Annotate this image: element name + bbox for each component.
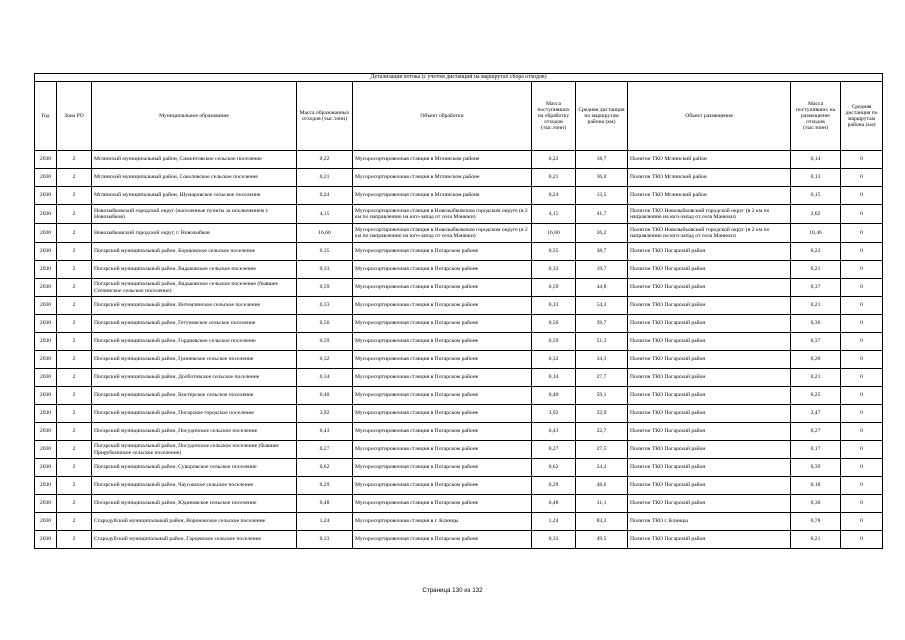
cell-year: 2030 — [35, 495, 57, 513]
cell-processing-object: Мусоросортировочная станция в Погарском районе — [353, 441, 532, 459]
cell-waste-mass: 0,33 — [297, 531, 353, 549]
cell-zone: 2 — [57, 151, 92, 169]
cell-municipality: Погарский муниципальный район, Гриневское сельское поселение — [92, 351, 297, 369]
header-disposal-distance: Средняя дистанция по маршрутам района (км) — [841, 82, 883, 151]
cell-waste-mass: 0,24 — [297, 187, 353, 205]
header-zone: Зона РО — [57, 82, 92, 151]
cell-disposal-object: Полигон ТКО Мглинский район — [628, 151, 791, 169]
cell-processing-mass: 3,92 — [532, 405, 576, 423]
cell-municipality: Мглинский муниципальный район, Шумаровское сельское поселение — [92, 187, 297, 205]
cell-disposal-object: Полигон ТКО г. Клинцы — [628, 513, 791, 531]
cell-processing-object: Мусоросортировочная станция в Погарском районе — [353, 387, 532, 405]
header-year: Год — [35, 82, 57, 151]
cell-waste-mass: 0,40 — [297, 387, 353, 405]
cell-disposal-object: Полигон ТКО Погарский район — [628, 477, 791, 495]
cell-disposal-distance: 0 — [841, 369, 883, 387]
cell-waste-mass: 0,56 — [297, 315, 353, 333]
cell-processing-mass: 0,43 — [532, 423, 576, 441]
cell-processing-object: Мусоросортировочная станция в Новозыбковском городском округе (в 2 км по направлению на юго-запад от села Манюки) — [353, 205, 532, 224]
cell-year: 2030 — [35, 513, 57, 531]
cell-zone: 2 — [57, 261, 92, 279]
cell-processing-distance: 19,7 — [576, 261, 628, 279]
table-row — [35, 405, 883, 423]
cell-processing-mass: 0,32 — [532, 351, 576, 369]
cell-processing-mass: 0,21 — [532, 169, 576, 187]
cell-disposal-distance: 0 — [841, 351, 883, 369]
cell-disposal-mass: 0,21 — [791, 297, 841, 315]
cell-disposal-mass: 0,78 — [791, 513, 841, 531]
cell-processing-mass: 0,27 — [532, 441, 576, 459]
header-processing-distance: Средняя дистанция по маршрутам района (км) — [576, 82, 628, 151]
cell-municipality: Мглинский муниципальный район, Соколовское сельское поселение — [92, 169, 297, 187]
cell-municipality: Стародубский муниципальный район, Воронокское сельское поселение — [92, 513, 297, 531]
cell-waste-mass: 0,33 — [297, 297, 353, 315]
cell-municipality: Погарский муниципальный район, Гетуновское сельское поселение — [92, 315, 297, 333]
cell-year: 2030 — [35, 297, 57, 315]
table-row — [35, 224, 883, 243]
cell-zone: 2 — [57, 369, 92, 387]
cell-disposal-object: Полигон ТКО Погарский район — [628, 405, 791, 423]
cell-disposal-object: Полигон ТКО Погарский район — [628, 333, 791, 351]
cell-disposal-object: Полигон ТКО Погарский район — [628, 423, 791, 441]
cell-waste-mass: 0,48 — [297, 495, 353, 513]
cell-processing-object: Мусоросортировочная станция в Погарском районе — [353, 369, 532, 387]
cell-zone: 2 — [57, 423, 92, 441]
cell-municipality: Погарский муниципальный район, Долботовское сельское поселение — [92, 369, 297, 387]
cell-disposal-object: Полигон ТКО Погарский район — [628, 243, 791, 261]
cell-processing-distance: 38,7 — [576, 243, 628, 261]
cell-municipality: Погарский муниципальный район, Посудичское сельское поселение (бывшее Прирубкинское сельское поселение) — [92, 441, 297, 459]
cell-disposal-mass: 0,37 — [791, 279, 841, 297]
cell-zone: 2 — [57, 315, 92, 333]
cell-disposal-object: Полигон ТКО Погарский район — [628, 261, 791, 279]
cell-zone: 2 — [57, 531, 92, 549]
cell-disposal-distance: 0 — [841, 169, 883, 187]
cell-waste-mass: 0,21 — [297, 169, 353, 187]
cell-processing-object: Мусоросортировочная станция в Погарском районе — [353, 495, 532, 513]
cell-waste-mass: 16,60 — [297, 224, 353, 243]
cell-processing-distance: 27,7 — [576, 369, 628, 387]
cell-processing-mass: 0,33 — [532, 261, 576, 279]
cell-processing-mass: 0,48 — [532, 495, 576, 513]
cell-year: 2030 — [35, 243, 57, 261]
cell-disposal-object: Полигон ТКО Погарский район — [628, 441, 791, 459]
cell-zone: 2 — [57, 477, 92, 495]
flow-detail-table — [34, 73, 883, 549]
table-row — [35, 297, 883, 315]
cell-processing-object: Мусоросортировочная станция в Погарском районе — [353, 423, 532, 441]
cell-disposal-mass: 2,62 — [791, 205, 841, 224]
table-body — [35, 151, 883, 549]
cell-processing-object: Мусоросортировочная станция в Погарском районе — [353, 243, 532, 261]
cell-processing-mass: 0,59 — [532, 333, 576, 351]
cell-zone: 2 — [57, 243, 92, 261]
cell-waste-mass: 0,27 — [297, 441, 353, 459]
cell-municipality: Погарский муниципальный район, Чаусовское сельское поселение — [92, 477, 297, 495]
cell-year: 2030 — [35, 187, 57, 205]
cell-disposal-distance: 0 — [841, 315, 883, 333]
cell-disposal-mass: 0,21 — [791, 531, 841, 549]
cell-processing-mass: 0,22 — [532, 151, 576, 169]
header-waste-mass: Масса образованных отходов (тыс.тонн) — [297, 82, 353, 151]
cell-processing-object: Мусоросортировочная станция в Погарском районе — [353, 351, 532, 369]
cell-processing-object: Мусоросортировочная станция в Мглинском районе — [353, 187, 532, 205]
cell-disposal-distance: 0 — [841, 477, 883, 495]
cell-zone: 2 — [57, 333, 92, 351]
table-row — [35, 333, 883, 351]
cell-disposal-mass: 0,14 — [791, 151, 841, 169]
cell-disposal-mass: 0,20 — [791, 351, 841, 369]
cell-disposal-mass: 0,17 — [791, 441, 841, 459]
cell-waste-mass: 3,92 — [297, 405, 353, 423]
cell-processing-mass: 0,35 — [532, 243, 576, 261]
cell-disposal-object: Полигон ТКО Погарский район — [628, 369, 791, 387]
cell-disposal-mass: 10,46 — [791, 224, 841, 243]
cell-disposal-object: Полигон ТКО Погарский район — [628, 279, 791, 297]
cell-processing-mass: 0,29 — [532, 477, 576, 495]
cell-processing-distance: 48,6 — [576, 477, 628, 495]
cell-waste-mass: 0,33 — [297, 261, 353, 279]
cell-disposal-distance: 0 — [841, 187, 883, 205]
cell-year: 2030 — [35, 315, 57, 333]
cell-year: 2030 — [35, 224, 57, 243]
header-row — [35, 82, 883, 151]
cell-processing-distance: 13,5 — [576, 187, 628, 205]
header-disposal-mass: Масса поступивших на размещение отходов (тыс.тонн) — [791, 82, 841, 151]
cell-year: 2030 — [35, 279, 57, 297]
cell-disposal-mass: 0,27 — [791, 423, 841, 441]
cell-processing-object: Мусоросортировочная станция в Погарском районе — [353, 261, 532, 279]
cell-processing-distance: 32,9 — [576, 405, 628, 423]
cell-year: 2030 — [35, 169, 57, 187]
table-row — [35, 459, 883, 477]
cell-zone: 2 — [57, 224, 92, 243]
cell-municipality: Новозыбковский городской округ, г. Новозыбков — [92, 224, 297, 243]
table-row — [35, 495, 883, 513]
table-row — [35, 279, 883, 297]
cell-disposal-distance: 0 — [841, 297, 883, 315]
cell-processing-object: Мусоросортировочная станция в г. Клинцы — [353, 513, 532, 531]
cell-disposal-object: Полигон ТКО Погарский район — [628, 459, 791, 477]
cell-disposal-distance: 0 — [841, 333, 883, 351]
cell-disposal-distance: 0 — [841, 224, 883, 243]
cell-disposal-mass: 0,25 — [791, 387, 841, 405]
cell-disposal-distance: 0 — [841, 387, 883, 405]
table-row — [35, 387, 883, 405]
table-row — [35, 369, 883, 387]
cell-processing-distance: 83,3 — [576, 513, 628, 531]
cell-processing-distance: 34,3 — [576, 351, 628, 369]
cell-year: 2030 — [35, 477, 57, 495]
table-caption: Детализация потока (с учетом дистанций на маршрутах сбора отходов) — [35, 74, 883, 82]
cell-processing-mass: 0,56 — [532, 315, 576, 333]
cell-processing-mass: 0,34 — [532, 369, 576, 387]
cell-waste-mass: 0,34 — [297, 369, 353, 387]
cell-processing-distance: 41,7 — [576, 205, 628, 224]
header-processing-mass: Масса поступивших на обработку отходов (тыс.тонн) — [532, 82, 576, 151]
cell-waste-mass: 0,59 — [297, 333, 353, 351]
cell-waste-mass: 0,22 — [297, 151, 353, 169]
cell-processing-object: Мусоросортировочная станция в Погарском районе — [353, 459, 532, 477]
cell-processing-distance: 54,3 — [576, 297, 628, 315]
cell-processing-distance: 27,5 — [576, 441, 628, 459]
table-row — [35, 351, 883, 369]
cell-municipality: Стародубский муниципальный район, Гарцевское сельское поселение — [92, 531, 297, 549]
cell-year: 2030 — [35, 387, 57, 405]
cell-disposal-distance: 0 — [841, 261, 883, 279]
cell-disposal-object: Полигон ТКО Погарский район — [628, 297, 791, 315]
cell-year: 2030 — [35, 531, 57, 549]
cell-zone: 2 — [57, 405, 92, 423]
cell-municipality: Мглинский муниципальный район, Симонтовское сельское поселение — [92, 151, 297, 169]
cell-year: 2030 — [35, 405, 57, 423]
cell-zone: 2 — [57, 495, 92, 513]
cell-year: 2030 — [35, 423, 57, 441]
cell-processing-mass: 0,33 — [532, 531, 576, 549]
cell-municipality: Погарский муниципальный район, Юдиновское сельское поселение — [92, 495, 297, 513]
cell-municipality: Погарский муниципальный район, Посудичское сельское поселение — [92, 423, 297, 441]
cell-disposal-distance: 0 — [841, 405, 883, 423]
cell-disposal-mass: 0,21 — [791, 261, 841, 279]
cell-zone: 2 — [57, 169, 92, 187]
cell-processing-mass: 0,59 — [532, 279, 576, 297]
table-row — [35, 513, 883, 531]
cell-disposal-object: Полигон ТКО Погарский район — [628, 495, 791, 513]
cell-disposal-distance: 0 — [841, 151, 883, 169]
cell-disposal-mass: 0,13 — [791, 169, 841, 187]
table-row — [35, 423, 883, 441]
cell-municipality: Погарский муниципальный район, Вадьковское сельское поселение — [92, 261, 297, 279]
cell-disposal-mass: 0,37 — [791, 333, 841, 351]
table-row — [35, 261, 883, 279]
cell-year: 2030 — [35, 351, 57, 369]
cell-processing-distance: 59,1 — [576, 387, 628, 405]
cell-processing-distance: 18,7 — [576, 151, 628, 169]
cell-processing-distance: 44,8 — [576, 279, 628, 297]
cell-zone: 2 — [57, 297, 92, 315]
cell-processing-object: Мусоросортировочная станция в Погарском районе — [353, 333, 532, 351]
cell-municipality: Погарский муниципальный район, Борщовское сельское поселение — [92, 243, 297, 261]
cell-disposal-mass: 0,30 — [791, 495, 841, 513]
cell-year: 2030 — [35, 459, 57, 477]
cell-processing-mass: 0,40 — [532, 387, 576, 405]
cell-processing-mass: 0,62 — [532, 459, 576, 477]
cell-disposal-object: Полигон ТКО Мглинский район — [628, 169, 791, 187]
cell-disposal-object: Полигон ТКО Новозыбковский городской округ (в 2 км по направлению на юго-запад от села Манюки) — [628, 205, 791, 224]
cell-municipality: Погарский муниципальный район, Гордиевское сельское поселение — [92, 333, 297, 351]
cell-processing-mass: 1,24 — [532, 513, 576, 531]
cell-processing-distance: 51,3 — [576, 333, 628, 351]
cell-disposal-mass: 0,18 — [791, 477, 841, 495]
cell-year: 2030 — [35, 205, 57, 224]
cell-zone: 2 — [57, 387, 92, 405]
cell-municipality: Погарский муниципальный район, Витемлянское сельское поселение — [92, 297, 297, 315]
table-row — [35, 205, 883, 224]
table-row — [35, 441, 883, 459]
header-municipality: Муниципальное образование — [92, 82, 297, 151]
cell-processing-object: Мусоросортировочная станция в Погарском районе — [353, 477, 532, 495]
cell-year: 2030 — [35, 151, 57, 169]
cell-processing-distance: 49,5 — [576, 531, 628, 549]
cell-waste-mass: 0,32 — [297, 351, 353, 369]
cell-waste-mass: 1,24 — [297, 513, 353, 531]
cell-municipality: Погарский муниципальный район, Вадьковское сельское поселение (бывшее Стечинское сельское поселение) — [92, 279, 297, 297]
cell-waste-mass: 4,15 — [297, 205, 353, 224]
cell-processing-distance: 22,7 — [576, 423, 628, 441]
header-disposal-object: Объект размещения — [628, 82, 791, 151]
cell-processing-distance: 36,0 — [576, 169, 628, 187]
cell-disposal-mass: 0,39 — [791, 459, 841, 477]
cell-disposal-object: Полигон ТКО Погарский район — [628, 351, 791, 369]
cell-year: 2030 — [35, 369, 57, 387]
cell-disposal-object: Полигон ТКО Погарский район — [628, 315, 791, 333]
cell-processing-object: Мусоросортировочная станция в Мглинском районе — [353, 169, 532, 187]
cell-waste-mass: 0,35 — [297, 243, 353, 261]
cell-zone: 2 — [57, 459, 92, 477]
cell-processing-mass: 4,15 — [532, 205, 576, 224]
cell-year: 2030 — [35, 333, 57, 351]
cell-municipality: Погарский муниципальный район, Погарское городское поселение — [92, 405, 297, 423]
table-row — [35, 531, 883, 549]
cell-processing-mass: 0,24 — [532, 187, 576, 205]
cell-zone: 2 — [57, 513, 92, 531]
table-row — [35, 187, 883, 205]
header-processing-object: Объект обработки — [353, 82, 532, 151]
cell-processing-distance: 24,2 — [576, 459, 628, 477]
cell-disposal-distance: 0 — [841, 513, 883, 531]
cell-disposal-distance: 0 — [841, 423, 883, 441]
cell-disposal-object: Полигон ТКО Погарский район — [628, 387, 791, 405]
cell-zone: 2 — [57, 279, 92, 297]
cell-waste-mass: 0,29 — [297, 477, 353, 495]
cell-disposal-mass: 0,21 — [791, 369, 841, 387]
table-row — [35, 243, 883, 261]
cell-disposal-mass: 0,22 — [791, 243, 841, 261]
cell-processing-object: Мусоросортировочная станция в Погарском районе — [353, 279, 532, 297]
cell-zone: 2 — [57, 441, 92, 459]
cell-processing-distance: 31,1 — [576, 495, 628, 513]
cell-zone: 2 — [57, 205, 92, 224]
cell-disposal-mass: 0,15 — [791, 187, 841, 205]
cell-disposal-distance: 0 — [841, 531, 883, 549]
page-number: Страница 130 из 132 — [422, 587, 483, 594]
cell-municipality: Погарский муниципальный район, Суворовское сельское поселение — [92, 459, 297, 477]
cell-waste-mass: 0,62 — [297, 459, 353, 477]
cell-year: 2030 — [35, 441, 57, 459]
cell-processing-object: Мусоросортировочная станция в Погарском районе — [353, 405, 532, 423]
cell-disposal-mass: 0,36 — [791, 315, 841, 333]
cell-disposal-object: Полигон ТКО Погарский район — [628, 531, 791, 549]
cell-processing-object: Мусоросортировочная станция в Мглинском районе — [353, 151, 532, 169]
cell-zone: 2 — [57, 351, 92, 369]
caption-row — [35, 74, 883, 82]
cell-zone: 2 — [57, 187, 92, 205]
table-row — [35, 169, 883, 187]
cell-waste-mass: 0,59 — [297, 279, 353, 297]
cell-disposal-distance: 0 — [841, 279, 883, 297]
cell-processing-object: Мусоросортировочная станция в Погарском районе — [353, 531, 532, 549]
cell-municipality: Новозыбковский городской округ (населенные пункты за исключением г. Новозыбков) — [92, 205, 297, 224]
cell-processing-distance: 26,2 — [576, 224, 628, 243]
cell-disposal-distance: 0 — [841, 459, 883, 477]
cell-processing-mass: 0,33 — [532, 297, 576, 315]
cell-disposal-object: Полигон ТКО Новозыбковский городской округ (в 2 км по направлению на юго-запад от села Манюки) — [628, 224, 791, 243]
cell-disposal-mass: 2,47 — [791, 405, 841, 423]
cell-disposal-distance: 0 — [841, 205, 883, 224]
cell-processing-object: Мусоросортировочная станция в Погарском районе — [353, 297, 532, 315]
table-row — [35, 315, 883, 333]
cell-disposal-distance: 0 — [841, 243, 883, 261]
table-row — [35, 477, 883, 495]
cell-processing-mass: 16,60 — [532, 224, 576, 243]
cell-disposal-distance: 0 — [841, 441, 883, 459]
cell-year: 2030 — [35, 261, 57, 279]
table-row — [35, 151, 883, 169]
cell-municipality: Погарский муниципальный район, Кистерское сельское поселение — [92, 387, 297, 405]
cell-processing-object: Мусоросортировочная станция в Новозыбковском городском округе (в 2 км по направлению на юго-запад от села Манюки) — [353, 224, 532, 243]
cell-processing-distance: 39,7 — [576, 315, 628, 333]
cell-processing-object: Мусоросортировочная станция в Погарском районе — [353, 315, 532, 333]
cell-disposal-distance: 0 — [841, 495, 883, 513]
cell-disposal-object: Полигон ТКО Мглинский район — [628, 187, 791, 205]
cell-waste-mass: 0,43 — [297, 423, 353, 441]
